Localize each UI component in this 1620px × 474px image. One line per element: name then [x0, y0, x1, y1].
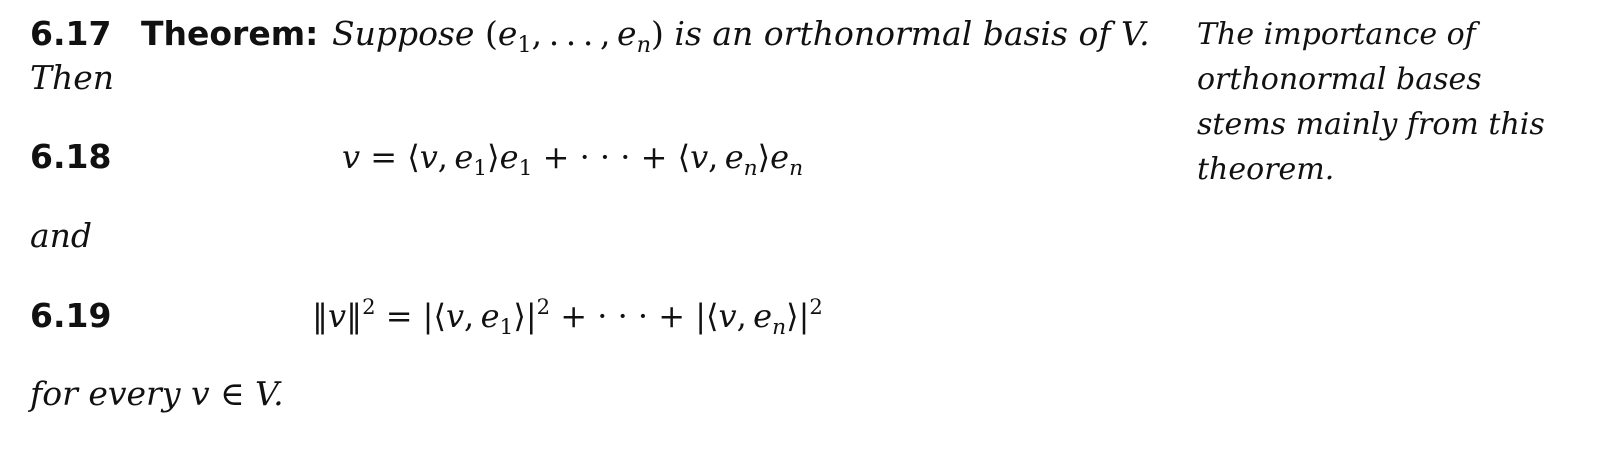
equation-6-18: v = ⟨v, $e_1⟩e_1$ + · · · + ⟨v, $e_n⟩e_n$ — [342, 138, 804, 181]
margin-note-line: orthonormal bases — [1197, 62, 1482, 97]
margin-note-line: stems mainly from this — [1197, 107, 1545, 142]
theorem-number: 6.17 — [30, 14, 112, 53]
closing-symbol: v ∈ V — [190, 374, 274, 413]
margin-note-line: The importance of — [1197, 17, 1476, 52]
theorem-label: Theorem: — [141, 14, 319, 53]
statement-period: . — [1139, 14, 1150, 53]
statement-tail: is an orthonormal basis of — [674, 14, 1111, 53]
margin-note — [1197, 12, 1557, 192]
equation-number-6-18: 6.18 — [30, 137, 112, 176]
statement-lead: Suppose — [332, 14, 475, 53]
statement-space: V — [1121, 14, 1140, 53]
connective-and: and — [30, 216, 93, 255]
basis-tuple: ($e_1$, . . . , $e_n$) — [484, 14, 664, 59]
closing-statement — [30, 374, 284, 414]
theorem-statement — [332, 14, 1150, 59]
margin-note-line: theorem. — [1197, 152, 1335, 187]
theorem-then: Then — [30, 58, 115, 97]
equation-6-19: ‖v‖$^2$ = |⟨v, $e_1⟩|^2$ + · · · + |⟨v, $e_n⟩|^2$ — [312, 293, 823, 340]
closing-lead: for every — [30, 374, 181, 413]
equation-number-6-19: 6.19 — [30, 296, 112, 335]
closing-period: . — [273, 374, 284, 413]
